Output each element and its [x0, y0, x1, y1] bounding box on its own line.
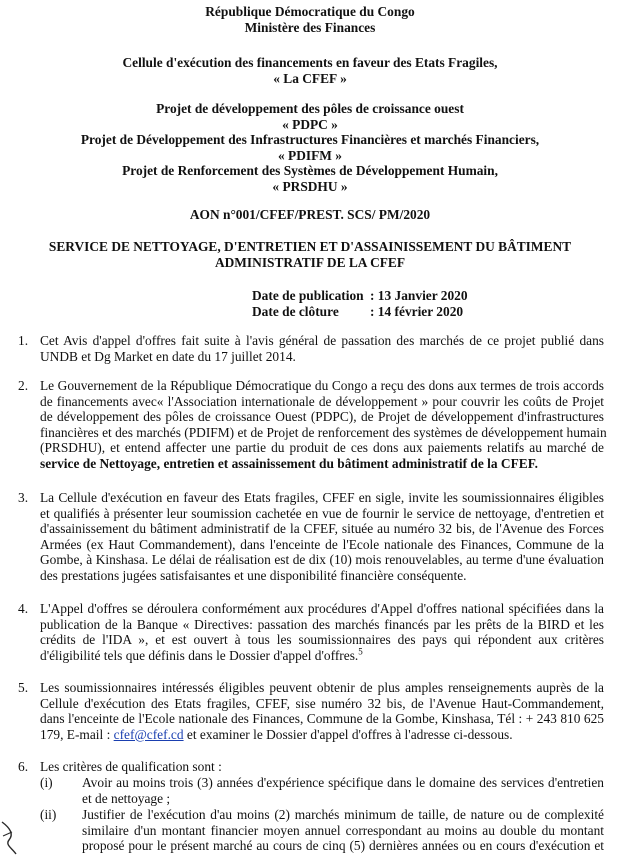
paragraph-line: et qualifiés à présenter leur soumission cachetée en vue de fournir le service de nettoyage, d'entretien et	[40, 505, 604, 521]
paragraph-5-number: 5.	[18, 680, 29, 695]
paragraph-line-text: d'éligibilité tels que définis dans le Dossier d'appel d'offres.	[40, 647, 359, 663]
paragraph-1	[40, 333, 604, 364]
paragraph-6-number: 6.	[18, 759, 29, 774]
paragraph-line: service de Nettoyage, entretien et assainissement du bâtiment administratif de la CFEF.	[40, 455, 538, 471]
handwritten-mark-icon	[0, 818, 20, 858]
paragraph-line: La Cellule d'exécution en faveur des Etats fragiles, CFEF en sigle, invite les soumissionnaires éligibles	[40, 490, 604, 505]
closing-date-row	[252, 304, 468, 320]
ministry-name: Ministère des Finances	[244, 19, 376, 35]
paragraph-line: dans l'enceinte de l'Ecole nationale des Finances, Commune de la Gombe, Kinshasa, Tél : + 243 810 625	[40, 711, 604, 727]
tender-reference: AON n°001/CFEF/PREST. SCS/ PM/2020	[189, 207, 431, 222]
email-link[interactable]: cfef@cfef.cd	[113, 726, 184, 742]
closing-date-label: Date de clôture	[252, 303, 339, 319]
criteria-label: Les critères de qualification sont :	[40, 759, 222, 774]
country-name: République Démocratique du Congo	[205, 4, 415, 19]
criterion-i	[82, 775, 604, 806]
paragraph-line: d'assainissement du bâtiment administratif de la CFEF, située au numéro 32 bis, de l'Avenue des Forces	[40, 521, 604, 537]
tender-title-line1: SERVICE DE NETTOYAGE, D'ENTRETIEN ET D'ASSAINISSEMENT DU BÂTIMENT	[48, 239, 572, 254]
paragraph-line: proposé pour le présent marché au cours de cinq (5) dernières années ou en cours d'exécution et	[82, 838, 604, 854]
paragraph-line: similaire d'un montant financier moyen annuel correspondant au moins au double du montant	[82, 822, 604, 838]
paragraph-line: (PRSDHU), et entend affecter une partie du produit de ces dons aux paiements relatifs au marché de	[40, 440, 604, 456]
paragraph-line: financières et des marchés (PDIFM) et de Projet de renforcement des systèmes de développement humain	[40, 424, 607, 440]
paragraph-3-number: 3.	[18, 490, 29, 505]
paragraph-line: Cellule d'exécution des Etats fragiles, CFEF, sise numéro 32 bis, de l'Avenue Haut-Commandement,	[40, 695, 604, 711]
paragraph-line: Gombe, à Kinshasa. Le délai de réalisation est de dix (10) mois renouvelables, au terme d'une évaluation	[40, 552, 604, 568]
paragraph-3	[40, 490, 604, 584]
projects-block	[0, 101, 620, 195]
project-prsdhu-acronym: « PRSDHU »	[272, 178, 348, 194]
paragraph-4	[40, 601, 604, 663]
project-pdpc-name: Projet de développement des pôles de croissance ouest	[156, 101, 464, 116]
project-pdifm-name: Projet de Développement des Infrastructures Financières et marchés Financiers,	[80, 132, 540, 148]
paragraph-line	[40, 727, 604, 743]
cfef-block	[0, 55, 620, 86]
paragraph-line: Armées (ex Haut Commandement), dans l'enceinte de l'Ecole nationale des Finances, Commune de la	[40, 536, 604, 552]
criterion-ii-number: (ii)	[40, 807, 57, 822]
paragraph-2	[40, 378, 607, 472]
publication-date-label: Date de publication	[252, 288, 364, 303]
paragraph-line: crédits de l'IDA », et est ouvert à tous les soumissionnaires des pays qui répondent aux critères	[40, 632, 604, 648]
paragraph-line: de financements avec« l'Association internationale de développement » pour couvrir les coûts de Projet	[40, 393, 604, 409]
paragraph-line: UNDB et Dg Market en date du 17 juillet 2014.	[40, 348, 296, 364]
project-prsdhu-name: Projet de Renforcement des Systèmes de Développement Humain,	[122, 163, 498, 179]
paragraph-line: de développement des pôles de croissance Ouest (PDPC), de Projet de développement d'infrastructures	[40, 409, 604, 425]
criterion-ii	[82, 807, 604, 854]
paragraph-line: Les soumissionnaires intéressés éligibles peuvent obtenir de plus amples renseignements auprès de la	[40, 680, 604, 695]
closing-date-value: : 14 février 2020	[370, 303, 464, 319]
paragraph-line: des prestations jugées satisfaisantes et une disponibilité financière conséquente.	[40, 567, 467, 583]
cfef-name: Cellule d'exécution des financements en faveur des Etats Fragiles,	[122, 55, 498, 70]
document-header	[0, 4, 620, 35]
paragraph-line: et de nettoyage ;	[82, 790, 171, 806]
paragraph-4-number: 4.	[18, 601, 29, 616]
project-pdpc-acronym: « PDPC »	[282, 116, 338, 132]
paragraph-2-number: 2.	[18, 378, 29, 393]
contact-prefix: 179, E-mail :	[40, 726, 114, 742]
footnote-marker: 5	[358, 646, 363, 657]
cfef-acronym: « La CFEF »	[273, 70, 347, 86]
project-pdifm-acronym: « PDIFM »	[278, 147, 342, 163]
tender-title-line2: ADMINISTRATIF DE LA CFEF	[214, 254, 406, 270]
criterion-i-number: (i)	[40, 775, 53, 790]
paragraph-1-number: 1.	[18, 333, 29, 348]
paragraph-line	[40, 648, 604, 664]
publication-date-row	[252, 288, 468, 304]
publication-date-value: : 13 Janvier 2020	[370, 288, 468, 303]
paragraph-line: L'Appel d'offres se déroulera conformément aux procédures d'Appel d'offres national spécifiées dans la	[40, 601, 604, 616]
paragraph-line: Cet Avis d'appel d'offres fait suite à l'avis général de passation des marchés de ce projet publié dans	[40, 333, 604, 348]
paragraph-5	[40, 680, 604, 742]
paragraph-line: Justifier de l'exécution d'au moins (2) marchés minimum de taille, de nature ou de complexité	[82, 807, 604, 822]
contact-suffix: et examiner le Dossier d'appel d'offres à l'adresse ci-dessous.	[183, 726, 513, 742]
tender-title	[0, 239, 620, 270]
paragraph-line: publication de la Banque « Directives: passation des marchés financés par les prêts de la BIRD et les	[40, 616, 604, 632]
paragraph-line: Avoir au moins trois (3) années d'expérience spécifique dans le domaine des services d'entretien	[82, 775, 604, 790]
dates-block	[252, 288, 468, 319]
paragraph-line: Le Gouvernement de la République Démocratique du Congo a reçu des dons aux termes de trois accords	[40, 378, 604, 393]
